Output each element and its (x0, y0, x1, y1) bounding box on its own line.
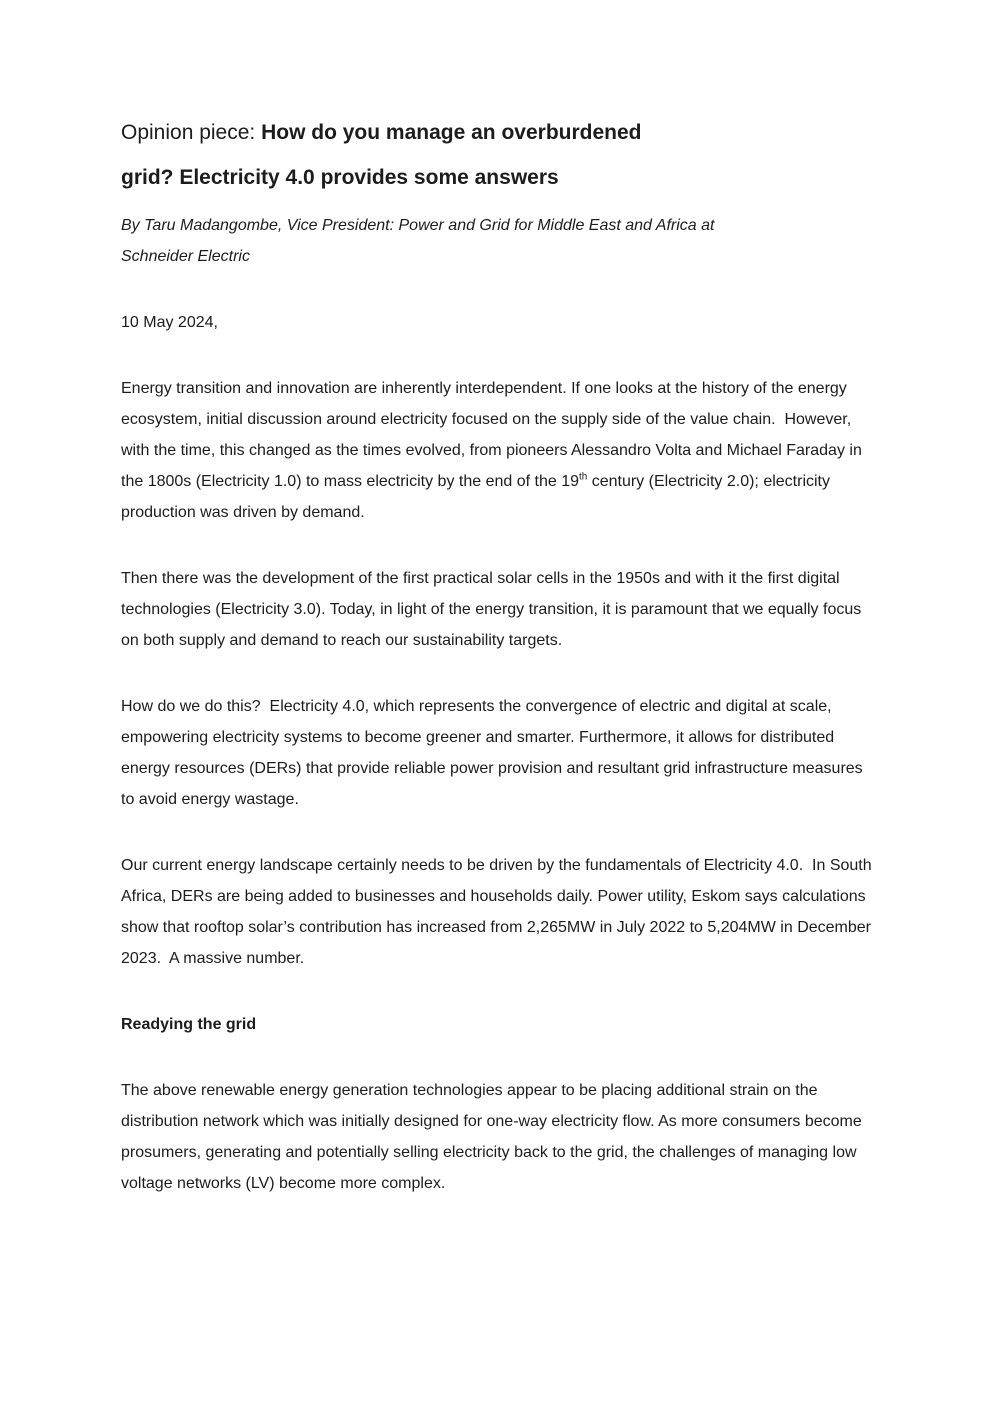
title-bold-line2: grid? Electricity 4.0 provides some answers (121, 166, 559, 189)
paragraph-2: Then there was the development of the first practical solar cells in the 1950s and with it the first digital technologies (Electricity 3.0). Today, in light of the energy transition, it is paramount that we equally focus on both supply and demand to reach our sustainability targets. (121, 570, 866, 649)
byline-line2: Schneider Electric (121, 248, 250, 265)
paragraph-1-text: Energy transition and innovation are inherently interdependent. If one looks at the history of the energy ecosystem, initial discussion around electricity focused on the supply side of the value chain. However, with the time, this changed as the times evolved, from pioneers Alessandro Volta and Michael Faraday in the 1800s (Electricity 1.0) to mass electricity by the end of the 19 (121, 380, 867, 490)
article-byline (121, 210, 878, 272)
title-bold-line1: How do you manage an overburdened (261, 121, 642, 144)
paragraph-5: The above renewable energy generation technologies appear to be placing additional strain on the distribution network which was initially designed for one-way electricity flow. As more consumers become prosumers, generating and potentially selling electricity back to the grid, the challenges of managing low voltage networks (LV) become more complex. (121, 1082, 867, 1192)
article-date: 10 May 2024, (121, 314, 218, 331)
paragraph-4: Our current energy landscape certainly needs to be driven by the fundamentals of Electricity 4.0. In South Africa, DERs are being added to businesses and households daily. Power utility, Eskom says calculations show that rooftop solar’s contribution has increased from 2,265MW in July 2022 to 5,204MW in December 2023. A massive number. (121, 857, 876, 967)
article-title (121, 110, 878, 200)
paragraph-1-text-after: century (Electricity 2.0); electricity production was driven by demand. (121, 473, 835, 521)
byline-line1: By Taru Madangombe, Vice President: Power and Grid for Middle East and Africa at (121, 217, 715, 234)
paragraph-1 (121, 373, 878, 528)
paragraph-3: How do we do this? Electricity 4.0, which represents the convergence of electric and digital at scale, empowering electricity systems to become greener and smarter. Furthermore, it allows for distributed energy resources (DERs) that provide reliable power provision and resultant grid infrastructure measures to avoid energy wastage. (121, 698, 868, 808)
paragraph-1-superscript: th (579, 471, 588, 483)
title-prefix: Opinion piece: (121, 121, 262, 144)
section-heading-readying-the-grid: Readying the grid (121, 1016, 257, 1033)
